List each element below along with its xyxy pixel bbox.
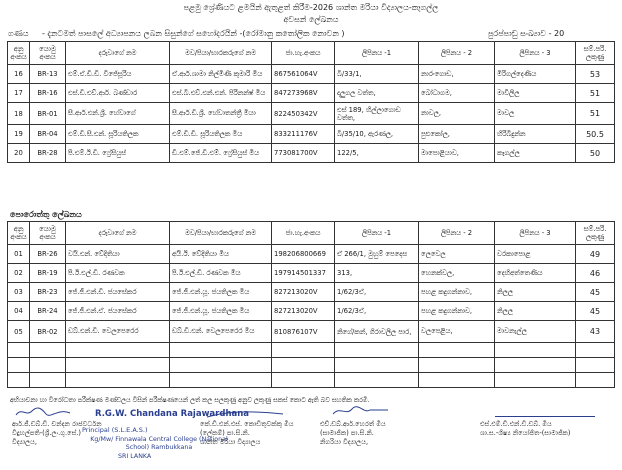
row-child: වයි.එන්. වේදිතියා	[66, 245, 170, 264]
row-ref: BR-24	[30, 302, 66, 321]
col-ref: යොමු අංකය	[30, 42, 66, 65]
row-addr1: 1/62/3ඒ,	[335, 302, 419, 321]
row-no: 20	[8, 144, 30, 163]
table-row	[8, 283, 615, 302]
row-addr2: මාපොළියාව,	[419, 144, 495, 163]
row-child: එස්.ඩී.එච්.ආර්. බණ්ඩාර	[66, 84, 170, 103]
row-ref: BR-19	[30, 264, 66, 283]
row-no: 02	[8, 264, 30, 283]
signature-4-line	[495, 416, 595, 417]
row-no: 01	[8, 245, 30, 264]
table-row	[8, 144, 615, 163]
table-row	[8, 302, 615, 321]
signature-1	[14, 405, 74, 419]
row-ref: BR-28	[30, 144, 66, 163]
row-ref: BR-02	[30, 321, 66, 343]
signatory-3-name: එච්.ඩබ්.ආර්.හෙරත් මිය	[320, 420, 386, 428]
row-child: ඩබ්.එන්.ඩී. වෙලපෙරෙර	[66, 321, 170, 343]
certification-note: අභියාචනා හා විරෝධතා පරීක්ෂණ මණ්ඩලය විසින් පරීක්ෂණයෙන් ලත් කල සලකුණු අනුව ලකුණු සකස් කොට ඇති බව සහතික කරමි.	[10, 396, 370, 404]
empty-row	[8, 343, 615, 358]
table-row	[8, 321, 615, 343]
col-addr2: ලිපිනය - 2	[419, 222, 495, 245]
row-nic: 773081700V	[272, 144, 335, 163]
row-parent: එම්.ඩී.ඩී. සූරියතිලක මිය	[170, 125, 272, 144]
row-addr1: එස් 189, හිල්ලාගොඩ වත්ත,	[335, 103, 419, 125]
row-marks: 51	[576, 84, 615, 103]
row-nic: 847273968V	[272, 84, 335, 103]
signatory-4-title: ශා.ස.-ශිෂ්‍ය නියෝජිත-(සාමාජික)	[480, 429, 571, 437]
row-addr2: ලෙවෙල	[419, 245, 495, 264]
row-no: 05	[8, 321, 30, 343]
signatory-2-school: ශාන්ත මරියා විද්‍යාලය	[200, 438, 261, 446]
row-marks: 50	[576, 144, 615, 163]
header-line1: පළමු ශ්‍රේණියට ළමයින් ඇතුළත් කිරීම-2026 ශාන්ත මරියා විද්‍යාලය-කෑගල්ල	[183, 3, 439, 12]
row-marks: 53	[576, 65, 615, 84]
row-addr2: වලපෙළිය,	[419, 321, 495, 343]
row-ref: BR-16	[30, 84, 66, 103]
row-no: 04	[8, 302, 30, 321]
row-parent: ඒ.ආර්.ශාමා නිල්මිණී කුමාරි මිය	[170, 65, 272, 84]
row-addr3: කෑගල්ල	[495, 144, 576, 163]
col-ref: යොමු අංකය	[30, 222, 66, 245]
row-marks: 45	[576, 302, 615, 321]
table-row	[8, 103, 615, 125]
waiting-table	[7, 221, 615, 388]
col-no: අනු අංකය	[8, 222, 30, 245]
row-nic: 867561064V	[272, 65, 335, 84]
row-ref: BR-01	[30, 103, 66, 125]
signatory-4-name: එස්.එම්.ඩී.එන්.ඩී.ඩබ්. මිය	[480, 420, 552, 428]
col-parent: මව/පියා/භාරකරුගේ නම	[170, 42, 272, 65]
header-line2: අවසන් ලේඛනය	[283, 15, 339, 24]
signatory-2-name: කේ.ඩී.එන්.එස්. කොඩිතුවක්කු මිය	[200, 420, 294, 428]
row-addr3: වරකාපොළ	[495, 245, 576, 264]
row-ref: BR-04	[30, 125, 66, 144]
row-child: සී.ආර්.එන්.ශ්‍රී. හේවාගේ	[66, 103, 170, 125]
row-addr1: නිගේ/කන්, ගිරාවලිල පාර,	[335, 321, 419, 343]
row-addr3: මිරිගල්දෙණිය	[495, 65, 576, 84]
row-addr3: නිලල	[495, 283, 576, 302]
stamp-name: R.G.W. Chandana Rajawardhana	[95, 409, 250, 419]
row-addr2: බෝධාගම,	[419, 84, 495, 103]
table-row	[8, 264, 615, 283]
empty-row	[8, 373, 615, 388]
signature-3	[330, 404, 390, 418]
row-addr1: 313,	[335, 264, 419, 283]
row-addr2: පහළ කදුගන්නාව,	[419, 302, 495, 321]
row-addr3: හිරිබිදුන්න	[495, 125, 576, 144]
col-addr1: ලිපිනය -1	[335, 42, 419, 65]
row-addr3: දෙහිඅත්තෙණිය	[495, 264, 576, 283]
row-addr1: 122/5,	[335, 144, 419, 163]
signatory-3-title: (සාමාජික) පා.සි.නි.	[320, 429, 374, 437]
row-marks: 43	[576, 321, 615, 343]
row-marks: 49	[576, 245, 615, 264]
category-text: - දැනටමත් පාසලේ අධ්‍යාපනය ලබන සිසුන්ගේ සහෝදරයින් -(රෝමානු කතෝලික නොවන )	[42, 29, 345, 38]
table-row	[8, 65, 615, 84]
selected-header-row	[8, 42, 615, 65]
row-addr1: බී/35/10, ඇරණල,	[335, 125, 419, 144]
row-addr1: බී/33/1,	[335, 65, 419, 84]
stamp-school: Kg/Mw/ Finnawala Central College (National School) Rambukkana	[90, 436, 228, 451]
signature-2	[205, 408, 285, 420]
col-addr3: ලිපිනය - 3	[495, 42, 576, 65]
signatory-2-title: (ලේකම්) පා.සි.නි.	[200, 429, 250, 437]
row-child: එම්.ඒ.ඩී.ඩී. විජේසූරිය	[66, 65, 170, 84]
row-parent: ජේ.ජී.එන්.යූ. ජයතිලක මිය	[170, 302, 272, 321]
row-ref: BR-23	[30, 283, 66, 302]
row-marks: 45	[576, 283, 615, 302]
vacancies: පුරප්පාඩු සංඛ්‍යාව - 20	[488, 29, 565, 38]
row-nic: 833211176V	[272, 125, 335, 144]
row-addr2: හෙනක්වල,	[419, 264, 495, 283]
row-marks: 46	[576, 264, 615, 283]
row-no: 19	[8, 125, 30, 144]
table-row	[8, 245, 615, 264]
row-no: 16	[8, 65, 30, 84]
col-child: දරුවාගේ නම	[66, 42, 170, 65]
signatory-3-school: නිගරියා විද්‍යාලය,	[320, 438, 369, 446]
row-nic: 810876107V	[272, 321, 335, 343]
row-addr2: පුළුකෝල,	[419, 125, 495, 144]
col-addr3: ලිපිනය - 3	[495, 222, 576, 245]
row-child: ජේ.ජී.එන්.ඩී. ජයසේකර	[66, 283, 170, 302]
row-parent: ජේ.ජී.එන්.යූ. ජයතිලක මිය	[170, 283, 272, 302]
col-marks: සම්.පරි. ලකුණු	[576, 222, 615, 245]
row-child: ජේ.ජී.එන්.ඒ. ජයසේකර	[66, 302, 170, 321]
signatory-1-name: ආර්.ජී.ඩබ්.ඩී. චන්දන රාජවර්ධන	[12, 420, 102, 428]
row-ref: BR-26	[30, 245, 66, 264]
row-marks: 50.5	[576, 125, 615, 144]
row-child: පී.ඊ.එල්.ඩී. රණවක	[66, 264, 170, 283]
col-no: අනු අංකය	[8, 42, 30, 65]
row-no: 03	[8, 283, 30, 302]
row-addr1: දලුගල වත්ත,	[335, 84, 419, 103]
row-addr1: 1/62/3ඒ,	[335, 283, 419, 302]
row-parent: අයි.ඊ. වේදිතියා මිය	[170, 245, 272, 264]
row-nic: 198206800669	[272, 245, 335, 264]
category-label: ගණය	[8, 29, 29, 38]
empty-row	[8, 358, 615, 373]
selected-table	[7, 41, 615, 163]
row-parent: සී.ආර්.ඩී.ශ්‍රී. හේවාතන්ත්‍රී මියා	[170, 103, 272, 125]
waiting-list-title: පොරොත්තු ලේඛනය	[10, 210, 82, 219]
row-addr1: ඒ 266/1, මුහුම් පෙදෙස	[335, 245, 419, 264]
row-addr2: පහළ කදුගන්නාව,	[419, 283, 495, 302]
row-addr3: මාවල	[495, 103, 576, 125]
row-parent: එස්.බී.එච්.එන්.එන්. පිරිනන්ෂ් මිය	[170, 84, 272, 103]
stamp-country: SRI LANKA	[118, 453, 152, 460]
signatory-1-title: විදුහල්පති-(ශ්‍රී.ලං.ගු.සේ.)	[12, 429, 81, 437]
row-nic: 197914501337	[272, 264, 335, 283]
row-parent: ඩී.එම්.ජේ.ඩී.එම්. ෆ්‍රේසියුස් මිය	[170, 144, 272, 163]
row-no: 18	[8, 103, 30, 125]
row-nic: 827213020V	[272, 302, 335, 321]
row-addr2: නාරංගොඩ,	[419, 65, 495, 84]
row-parent: පී.ඊ.එල්.ඩී. රණවක මිය	[170, 264, 272, 283]
row-parent: ඩබ්.ඩී.එන්. වෙලපෙරෙර මිය	[170, 321, 272, 343]
row-child: පී.එම්.ඊ.ඩී. ෆ්‍රේසියුස්	[66, 144, 170, 163]
row-addr3: මාවනැල්ල	[495, 321, 576, 343]
col-marks: සම්.පරි. ලකුණු	[576, 42, 615, 65]
table-row	[8, 84, 615, 103]
table-row	[8, 125, 615, 144]
signatory-1-school: විද්‍යාලය,	[12, 438, 37, 446]
col-nic: ජා.හැ.අංකය	[272, 42, 335, 65]
waiting-header-row	[8, 222, 615, 245]
row-marks: 51	[576, 103, 615, 125]
row-addr2: නාවල,	[419, 103, 495, 125]
col-child: දරුවාගේ නම	[66, 222, 170, 245]
row-child: එම්.ඩී.සී.එන්. සූරියතිලක	[66, 125, 170, 144]
row-ref: BR-13	[30, 65, 66, 84]
col-addr1: ලිපිනය -1	[335, 222, 419, 245]
row-addr3: නිලල	[495, 302, 576, 321]
row-nic: 822450342V	[272, 103, 335, 125]
stamp-title: Principal (S.L.E.A.S.)	[82, 426, 148, 434]
row-no: 17	[8, 84, 30, 103]
col-addr2: ලිපිනය - 2	[419, 42, 495, 65]
row-nic: 827213020V	[272, 283, 335, 302]
row-addr3: මාවිලිල	[495, 84, 576, 103]
col-parent: මව/පියා/භාරකරුගේ නම	[170, 222, 272, 245]
col-nic: ජා.හැ.අංකය	[272, 222, 335, 245]
